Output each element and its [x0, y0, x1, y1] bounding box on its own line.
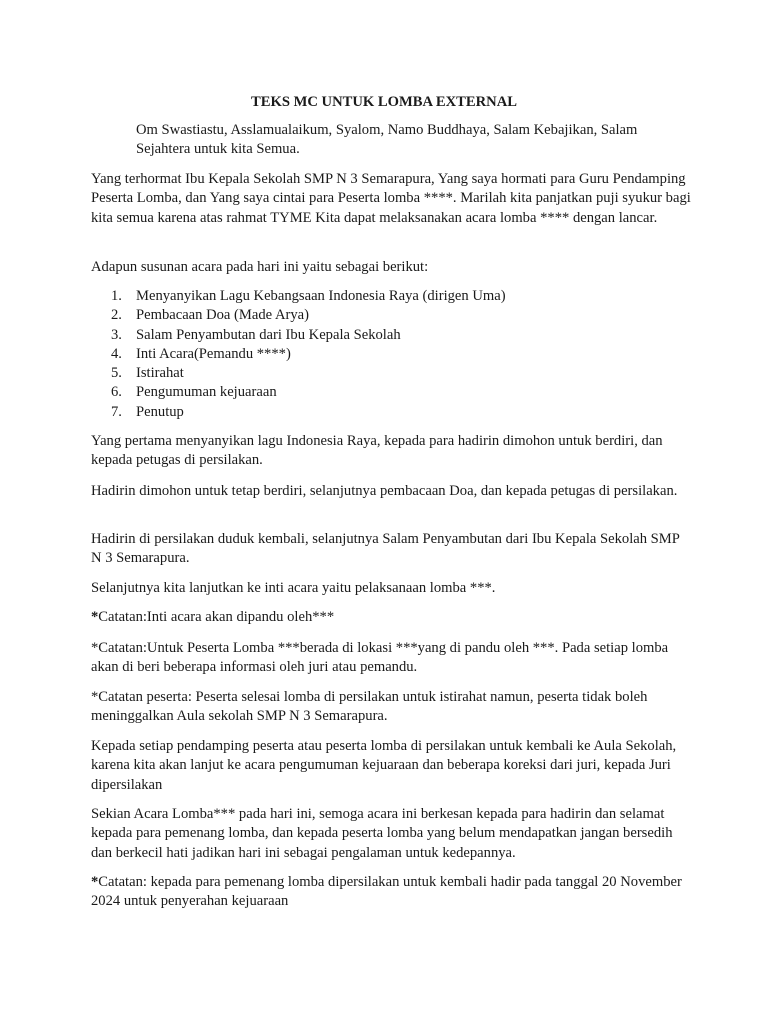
agenda-item-number: 4.: [111, 345, 122, 362]
agenda-item: [91, 345, 691, 364]
agenda-item-number: 7.: [111, 403, 122, 420]
note-winners-text: Catatan: kepada para pemenang lomba dipersilakan untuk kembali hadir pada tanggal 20 November 2024 untuk penyerahan kejuaraan: [91, 874, 682, 910]
agenda-item: [91, 403, 691, 422]
note-participants-location: *Catatan:Untuk Peserta Lomba ***berada di lokasi ***yang di pandu oleh ***. Pada setiap lomba akan di beri beberapa informasi oleh juri atau pemandu.: [91, 640, 669, 676]
agenda-item: [91, 326, 691, 345]
note-host: [91, 608, 691, 627]
agenda-item-number: 2.: [111, 307, 122, 324]
paragraph-closing: Sekian Acara Lomba*** pada hari ini, semoga acara ini berkesan kepada para hadirin dan selamat kepada para pemenang lomba, dan kepada peserta lomba yang belum mendapatkan jangan bersedih dan berkecil hati jadikan hari ini sebagai pengalaman untuk kedepannya.: [91, 806, 673, 861]
note-winners: [91, 873, 691, 912]
agenda-item-number: 6.: [111, 384, 122, 401]
agenda-item: [91, 287, 691, 306]
paragraph-main-event: Selanjutnya kita lanjutkan ke inti acara yaitu pelaksanaan lomba ***.: [91, 580, 496, 596]
agenda-item: [91, 306, 691, 325]
agenda-item-number: 3.: [111, 326, 122, 343]
paragraph-announcement: Kepada setiap pendamping peserta atau peserta lomba di persilakan untuk kembali ke Aula Sekolah, karena kita akan lanjut ke acara pengumuman kejuaraan dan beberapa koreksi dari juri, kepada Juri dipersilakan: [91, 738, 677, 793]
paragraph-prayer: Hadirin dimohon untuk tetap berdiri, selanjutnya pembacaan Doa, dan kepada petugas di persilakan.: [91, 483, 678, 499]
agenda-item: [91, 383, 691, 402]
agenda-item-number: 1.: [111, 288, 122, 304]
note-star: *: [91, 609, 99, 625]
note-participants-rest: *Catatan peserta: Peserta selesai lomba di persilakan untuk istirahat namun, peserta tidak boleh meninggalkan Aula sekolah SMP N 3 Semarapura.: [91, 689, 648, 725]
agenda-item-text: Salam Penyambutan dari Ibu Kepala Sekolah: [136, 326, 401, 343]
document-title: TEKS MC UNTUK LOMBA EXTERNAL: [251, 94, 517, 110]
note-host-text: Catatan:Inti acara akan dipandu oleh***: [98, 609, 335, 625]
greeting-paragraph: Om Swastiastu, Asslamualaikum, Syalom, Namo Buddhaya, Salam Kebajikan, Salam Sejahtera untuk kita Semua.: [136, 122, 638, 158]
agenda-item-number: 5.: [111, 365, 122, 382]
paragraph-anthem: Yang pertama menyanyikan lagu Indonesia Raya, kepada para hadirin dimohon untuk berdiri, dan kepada petugas di persilakan.: [91, 433, 663, 469]
agenda-item-text: Pembacaan Doa (Made Arya): [136, 307, 310, 324]
agenda-item-text: Menyanyikan Lagu Kebangsaan Indonesia Raya (dirigen Uma): [136, 288, 506, 304]
paragraph-welcome: Hadirin di persilakan duduk kembali, selanjutnya Salam Penyambutan dari Ibu Kepala Sekolah SMP N 3 Semarapura.: [91, 531, 680, 567]
agenda-item-text: Pengumuman kejuaraan: [136, 384, 277, 401]
opening-paragraph: Yang terhormat Ibu Kepala Sekolah SMP N 3 Semarapura, Yang saya hormati para Guru Pendamping Peserta Lomba, dan Yang saya cintai para Peserta lomba ****. Marilah kita panjatkan puji syukur bagi kita semua karena atas rahmat TYME Kita dapat melaksanakan acara lomba **** dengan lancar.: [91, 171, 691, 226]
agenda-item: [91, 364, 691, 383]
note-star: *: [91, 874, 99, 890]
agenda-item-text: Istirahat: [136, 365, 184, 382]
agenda-item-text: Penutup: [136, 403, 184, 420]
agenda-intro: Adapun susunan acara pada hari ini yaitu sebagai berikut:: [91, 259, 429, 275]
agenda-item-text: Inti Acara(Pemandu ****): [136, 345, 291, 362]
agenda-list: [91, 287, 691, 422]
